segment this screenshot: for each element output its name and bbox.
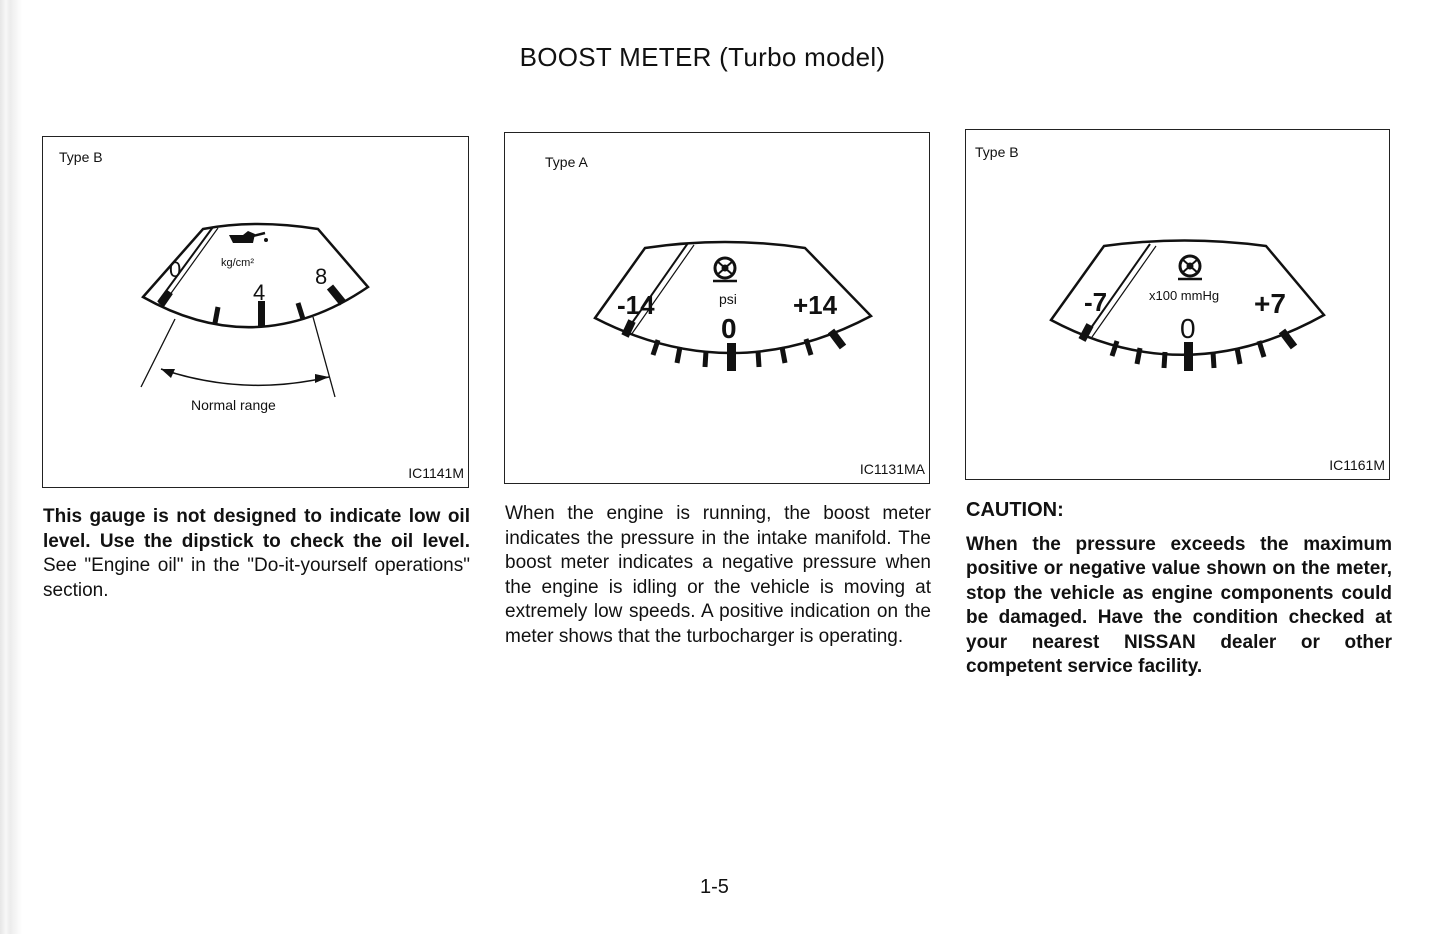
gauge-scale-min: -14 — [617, 290, 655, 320]
oil-warning-reference: See "Engine oil" in the "Do-it-yourself operations" section. — [43, 555, 470, 601]
gauge-scale-min: -7 — [1084, 287, 1108, 317]
middle-column-text: When the engine is running, the boost meter indicates the pressure in the intake manifold. The boost meter indicates a negative pressure when the engine is idling or the vehicle is moving at extremely low speeds. A positive indication on the meter shows that the turbocharger is operating. — [505, 503, 931, 647]
boost-mmhg-drawing — [966, 130, 1389, 479]
page-title: BOOST METER (Turbo model) — [519, 42, 886, 72]
gauge-unit-label: x100 mmHg — [1149, 288, 1220, 303]
page-number: 1-5 — [700, 876, 729, 898]
gauge-unit-label: psi — [719, 291, 737, 307]
figure-code: IC1161M — [1329, 457, 1385, 473]
figure-type-label: Type B — [59, 149, 103, 165]
boost-psi-drawing — [505, 133, 929, 483]
left-column-text — [43, 505, 470, 603]
gauge-scale-mid: 0 — [1180, 313, 1196, 344]
oil-warning-bold: This gauge is not designed to indicate low oil level. Use the dipstick to check the oil level. — [43, 506, 470, 552]
figure-code: IC1131MA — [859, 461, 925, 477]
figure-oil-gauge — [42, 136, 469, 488]
page-binding-edge — [0, 0, 22, 934]
right-column — [966, 498, 1392, 680]
figure-boost-psi — [504, 132, 930, 484]
gauge-scale-mid: 0 — [721, 313, 737, 344]
caution-text: When the pressure exceeds the maximum positive or negative value shown on the meter, stop the vehicle as engine components could be damaged. Have the condition checked at your nearest NISSAN dealer or other competent service facility. — [966, 533, 1392, 677]
turbo-icon — [713, 258, 737, 281]
figure-type-label: Type B — [975, 144, 1019, 160]
gauge-scale-min: 0 — [169, 257, 182, 282]
caution-heading: CAUTION: — [966, 499, 1064, 521]
figure-boost-mmhg — [965, 129, 1390, 480]
gauge-scale-max: +14 — [793, 290, 838, 320]
gauge-scale-max: 8 — [315, 264, 328, 289]
normal-range-label: Normal range — [191, 397, 276, 413]
gauge-scale-mid: 4 — [253, 280, 266, 305]
gauge-unit-label: kg/cm² — [221, 257, 254, 269]
figure-code: IC1141M — [408, 465, 464, 481]
oil-gauge-drawing — [43, 137, 468, 487]
gauge-scale-max: +7 — [1254, 288, 1286, 319]
turbo-icon — [1178, 256, 1202, 279]
figure-type-label: Type A — [545, 154, 588, 170]
oil-can-icon — [229, 231, 268, 243]
